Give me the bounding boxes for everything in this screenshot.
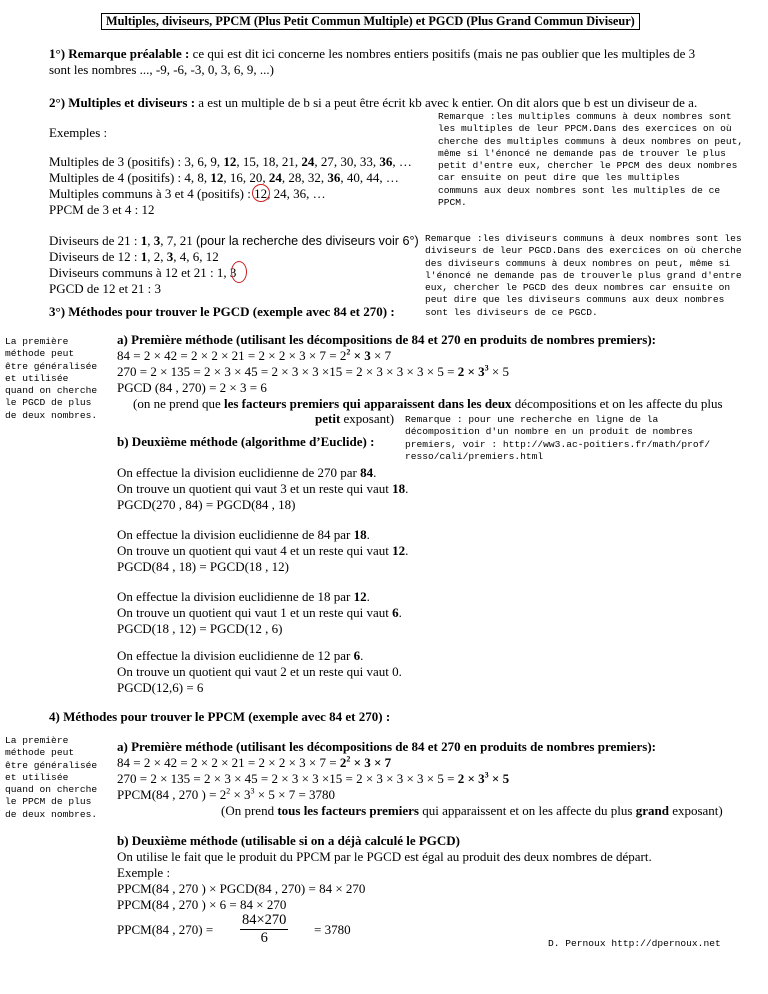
ppcm-result: PPCM(84 , 270 ) = $2^2 \times 3^3 \times 5 \times 7 = 3780$ — [117, 786, 336, 802]
note-pgcd: Remarque :les diviseurs communs à deux nombres sont les diviseurs de leur PGCD.Dans des exercices on où cherche des diviseurs communs à deux nombres on peut, même si l'énoncé ne demande pas de trouverle plus grand d'entre eux, chercher le PGCD des deux nombres car ensuite on peut dire que les diviseurs communs aux deux nombres sont les diviseurs de ce PGCD. — [425, 233, 742, 318]
ppcm-decomp-270: $270 = 2 \times 135 = 2 \times 3 \times 45 = 2 \times 3 \times 3 \times 15 = 2 \times 3 \times 3 \times 3 \times 5 = 2 \times 3^3 \times 5$ — [117, 770, 510, 786]
note-prime-decomposition: Remarque : pour une recherche en ligne de la décomposition d'un nombre en un produit de nombres premiers, voir : http://ww3.ac-poitiers.fr/math/prof/ resso/cali/premiers.html — [405, 414, 711, 462]
note-ppcm: Remarque :les multiples communs à deux nombres sont les multiples de leur PPCM.Dans des exercices on où cherche des multiples communs à deux nombres on peut, même si l'énoncé ne demande pas de trouver le plus petit d'entre eux, chercher le PPCM des deux nombres car ensuite on peut dire que les multiples communs aux deux nombres sont les multiples de ce PPCM. — [438, 111, 744, 209]
red-circle-annotation — [252, 184, 270, 202]
fraction-denominator: 6 — [260, 930, 268, 946]
ppcm-method-a-heading: a) Première méthode (utilisant les décompositions de 84 et 270 en produits de nombres premiers): — [117, 739, 656, 754]
multiples-of-3: Multiples de 3 (positifs) : 3, 6, 9, 12, 15, 18, 21, 24, 27, 30, 33, 36, … — [49, 154, 412, 169]
section3-heading: 3°) Méthodes pour trouver le PGCD (exemple avec 84 et 270) : — [49, 304, 395, 319]
ppcm-decomp-84: $84 = 2 \times 42 = 2 \times 2 \times 21 = 2 \times 2 \times 3 \times 7 = 2^2 \times 3 \times 7$ — [117, 754, 392, 770]
ppcm-method-b-heading: b) Deuxième méthode (utilisable si on a déjà calculé le PGCD) — [117, 833, 461, 848]
euclid-step: On effectue la division euclidienne de 84 par 18. On trouve un quotient qui vaut 4 et un reste qui vaut 12. PGCD(84 , 18) = PGCD(18 , 12) — [117, 527, 409, 574]
ppcm-method-b-text: On utilise le fait que le produit du PPCM par le PGCD est égal au produit des deux nombres de départ. — [117, 849, 652, 864]
ppcm-equation-2: PPCM(84 , 270 ) × 6 = 84 × 270 — [117, 897, 287, 912]
footer-author: D. Pernoux http://dpernoux.net — [548, 938, 721, 949]
euclid-step: On effectue la division euclidienne de 12 par 6. On trouve un quotient qui vaut 2 et un reste qui vaut 0. PGCD(12,6) = 6 — [117, 648, 402, 695]
pgcd-method-b-heading: b) Deuxième méthode (algorithme d’Euclide) : — [117, 434, 375, 449]
ppcm-3-4: PPCM de 3 et 4 : 12 — [49, 202, 155, 217]
fraction — [240, 912, 288, 947]
common-multiples: Multiples communs à 3 et 4 (positifs) : 12, 24, 36, … — [49, 186, 326, 201]
red-circle-annotation — [231, 261, 247, 283]
page-title: Multiples, diviseurs, PPCM (Plus Petit Commun Multiple) et PGCD (Plus Grand Commun Diviseur) — [101, 13, 640, 30]
fraction-numerator: 84×270 — [242, 912, 287, 928]
pgcd-decomp-270: $270 = 2 \times 135 = 2 \times 3 \times 45 = 2 \times 3 \times 3 \times 15 = 2 \times 3 \times 3 \times 3 \times 5 = 2 \times 3^3 \times 5$ — [117, 363, 509, 379]
section1-line2: sont les nombres ..., -9, -6, -3, 0, 3, 6, 9, ...) — [49, 62, 274, 77]
ppcm-equation-1: PPCM(84 , 270 ) × PGCD(84 , 270) = 84 × 270 — [117, 881, 366, 896]
euclid-step: On effectue la division euclidienne de 270 par 84. On trouve un quotient qui vaut 3 et un reste qui vaut 18. PGCD(270 , 84) = PGCD(84 , 18) — [117, 465, 409, 512]
side-note-pgcd: La première méthode peut être généralisée et utilisée quand on cherche le PGCD de plus de deux nombres. — [5, 336, 98, 421]
ppcm-rule: (On prend tous les facteurs premiers qui apparaissent et on les affecte du plus grand exposant) — [221, 803, 723, 818]
side-note-ppcm: La première méthode peut être généralisée et utilisée quand on cherche le PPCM de plus de deux nombres. — [5, 735, 98, 820]
pgcd-rule: (on ne prend que les facteurs premiers qui apparaissent dans les deux décompositions et on les affecte du plus — [133, 396, 723, 411]
ppcm-example-label: Exemple : — [117, 865, 171, 880]
common-divisors: Diviseurs communs à 12 et 21 : 1, 3 — [49, 265, 237, 280]
pgcd-rule-end: petit exposant) — [315, 411, 395, 426]
ppcm-final-result: = 3780 — [314, 922, 351, 937]
pgcd-result: PGCD (84 , 270) = 2 × 3 = 6 — [117, 380, 267, 395]
divisors-of-12: Diviseurs de 12 : 1, 2, 3, 4, 6, 12 — [49, 249, 219, 264]
section4-heading: 4) Méthodes pour trouver le PPCM (exemple avec 84 et 270) : — [49, 709, 391, 724]
pgcd-decomp-84: $84 = 2 \times 42 = 2 \times 2 \times 21 = 2 \times 2 \times 3 \times 7 = 2^2 \times 3 \times 7$ — [117, 347, 392, 363]
examples-label: Exemples : — [49, 125, 108, 140]
divisors-of-21: Diviseurs de 21 : 1, 3, 7, 21 (pour la recherche des diviseurs voir 6°) — [49, 233, 419, 248]
multiples-of-4: Multiples de 4 (positifs) : 4, 8, 12, 16, 20, 24, 28, 32, 36, 40, 44, … — [49, 170, 399, 185]
ppcm-equation-3: PPCM(84 , 270) = — [117, 922, 214, 937]
pgcd-method-a-heading: a) Première méthode (utilisant les décompositions de 84 et 270 en produits de nombres premiers): — [117, 332, 656, 347]
euclid-step: On effectue la division euclidienne de 18 par 12. On trouve un quotient qui vaut 1 et un reste qui vaut 6. PGCD(18 , 12) = PGCD(12 , 6) — [117, 589, 402, 636]
pgcd-12-21: PGCD de 12 et 21 : 3 — [49, 281, 161, 296]
section1-line1: 1°) Remarque préalable : ce qui est dit ici concerne les nombres entiers positifs (mais ne pas oublier que les multiples de 3 — [49, 46, 696, 61]
section2-definition: 2°) Multiples et diviseurs : a est un multiple de b si a peut être écrit kb avec k entier. On dit alors que b est un diviseur de a. — [49, 95, 698, 110]
